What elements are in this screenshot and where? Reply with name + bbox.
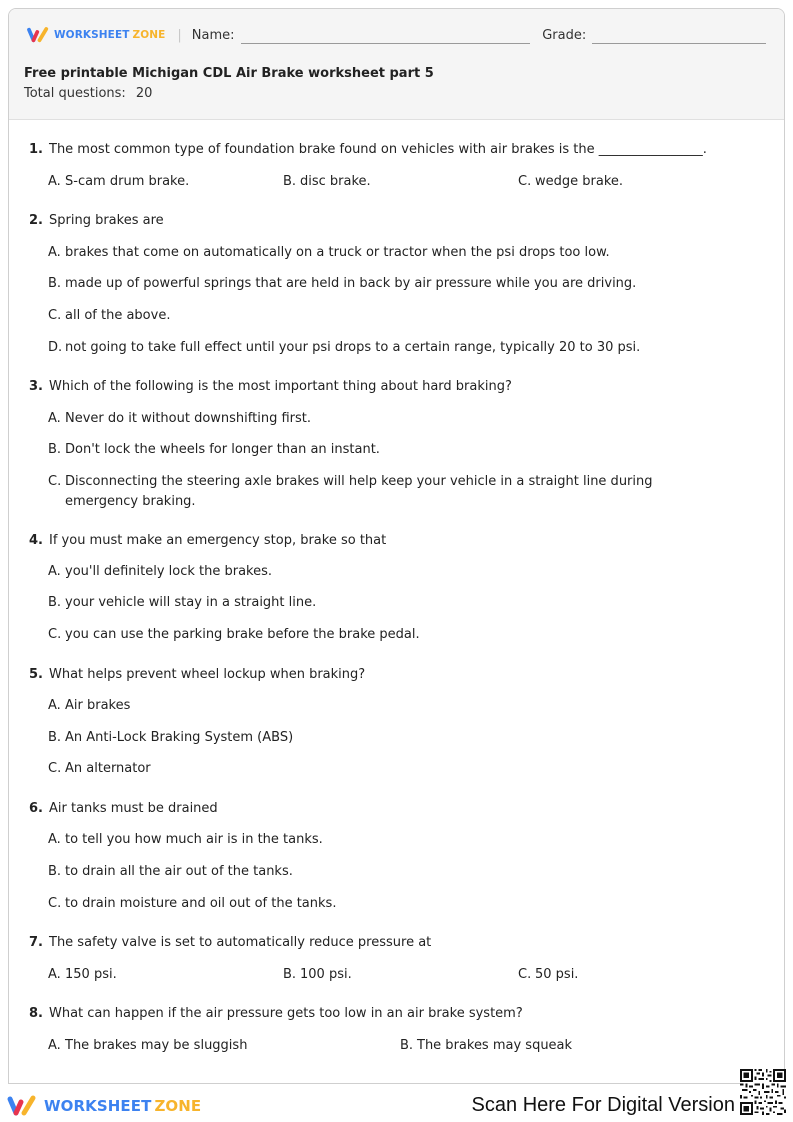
question-stem — [29, 140, 749, 160]
option-letter: A. — [48, 1038, 61, 1053]
question-stem — [29, 933, 749, 953]
qr-code-icon[interactable] — [740, 1069, 786, 1115]
question-6 — [29, 799, 749, 819]
option-text: you'll definitely lock the brakes. — [65, 564, 273, 579]
question-text: What helps prevent wheel lockup when braking? — [49, 667, 366, 682]
question-8 — [29, 1004, 749, 1024]
worksheet-zone-logo-icon — [26, 26, 50, 44]
question-number: 1. — [29, 142, 43, 157]
option-letter: A. — [48, 564, 61, 579]
question-stem — [29, 799, 749, 819]
option-letter: B. — [48, 730, 62, 745]
brand-word-zone: ZONE — [154, 1097, 202, 1115]
question-stem — [29, 1004, 749, 1024]
worksheet-title: Free printable Michigan CDL Air Brake worksheet part 5 — [24, 66, 434, 81]
scan-for-digital-text: Scan Here For Digital Version — [471, 1094, 735, 1116]
option-letter: B. — [48, 442, 62, 457]
option-letter: C. — [48, 474, 62, 489]
question-1 — [29, 140, 749, 160]
option-letter: C. — [48, 896, 62, 911]
option-text: to drain all the air out of the tanks. — [65, 864, 293, 879]
option-c[interactable] — [518, 965, 578, 985]
question-7 — [29, 933, 749, 953]
option-text: An alternator — [65, 761, 151, 776]
option-letter: A. — [48, 832, 61, 847]
option-letter: B. — [283, 174, 297, 189]
option-c[interactable] — [518, 172, 623, 192]
brand-logo — [26, 26, 165, 44]
option-c[interactable] — [48, 759, 748, 779]
option-a[interactable] — [48, 562, 748, 582]
option-a[interactable] — [48, 172, 189, 192]
option-c[interactable] — [48, 472, 718, 512]
question-number: 7. — [29, 935, 43, 950]
option-text: Disconnecting the steering axle brakes will help keep your vehicle in a straight line during emergency braking. — [65, 474, 653, 509]
option-text: The brakes may squeak — [417, 1038, 573, 1053]
brand-word-worksheet: WORKSHEET — [54, 29, 130, 41]
worksheet-header — [9, 9, 784, 120]
question-stem — [29, 531, 749, 551]
option-a[interactable] — [48, 409, 748, 429]
option-d[interactable] — [48, 338, 748, 358]
option-b[interactable] — [283, 965, 352, 985]
option-text: made up of powerful springs that are held in back by air pressure while you are driving. — [65, 276, 637, 291]
option-letter: C. — [48, 308, 62, 323]
option-text: Don't lock the wheels for longer than an instant. — [65, 442, 380, 457]
option-b[interactable] — [48, 440, 748, 460]
option-text: to drain moisture and oil out of the tanks. — [65, 896, 337, 911]
option-letter: C. — [518, 174, 532, 189]
option-c[interactable] — [48, 306, 748, 326]
question-stem — [29, 377, 749, 397]
footer-brand-name — [44, 1097, 201, 1115]
option-letter: B. — [48, 276, 62, 291]
worksheet-card — [8, 8, 785, 1084]
option-text: The brakes may be sluggish — [65, 1038, 248, 1053]
option-b[interactable] — [48, 862, 748, 882]
option-text: Air brakes — [65, 698, 131, 713]
option-letter: A. — [48, 174, 61, 189]
question-text: If you must make an emergency stop, brake so that — [49, 533, 387, 548]
question-3 — [29, 377, 749, 397]
option-a[interactable] — [48, 243, 748, 263]
option-letter: A. — [48, 698, 61, 713]
option-a[interactable] — [48, 696, 748, 716]
question-text: The safety valve is set to automatically reduce pressure at — [49, 935, 432, 950]
question-text: The most common type of foundation brake found on vehicles with air brakes is the ________________. — [49, 142, 707, 157]
question-text: What can happen if the air pressure gets too low in an air brake system? — [49, 1006, 523, 1021]
grade-label: Grade: — [542, 27, 587, 43]
option-a[interactable] — [48, 965, 117, 985]
option-b[interactable] — [48, 728, 748, 748]
question-text: Spring brakes are — [49, 213, 164, 228]
footer-brand-logo — [6, 1094, 201, 1118]
option-letter: C. — [518, 967, 532, 982]
question-number: 8. — [29, 1006, 43, 1021]
header-divider: | — [177, 27, 182, 43]
option-text: brakes that come on automatically on a truck or tractor when the psi drops too low. — [65, 245, 610, 260]
option-letter: C. — [48, 761, 62, 776]
option-text: Never do it without downshifting first. — [65, 411, 311, 426]
question-number: 6. — [29, 801, 43, 816]
option-a[interactable] — [48, 830, 748, 850]
option-text: S-cam drum brake. — [65, 174, 190, 189]
option-b[interactable] — [48, 274, 748, 294]
total-questions-label: Total questions: — [24, 86, 126, 101]
option-letter: A. — [48, 967, 61, 982]
option-letter: C. — [48, 627, 62, 642]
option-text: your vehicle will stay in a straight line. — [65, 595, 317, 610]
option-text: 100 psi. — [300, 967, 352, 982]
question-number: 2. — [29, 213, 43, 228]
question-stem — [29, 665, 749, 685]
option-c[interactable] — [48, 894, 748, 914]
option-a[interactable] — [48, 1036, 247, 1056]
grade-input-line[interactable] — [592, 30, 766, 44]
option-text: wedge brake. — [535, 174, 624, 189]
worksheet-zone-logo-icon — [6, 1094, 38, 1118]
option-c[interactable] — [48, 625, 748, 645]
name-label: Name: — [191, 27, 235, 43]
question-5 — [29, 665, 749, 685]
option-b[interactable] — [283, 172, 371, 192]
option-letter: A. — [48, 245, 61, 260]
question-2 — [29, 211, 749, 231]
option-b[interactable] — [48, 593, 748, 613]
option-b[interactable] — [400, 1036, 572, 1056]
header-top-row — [26, 25, 766, 45]
question-stem — [29, 211, 749, 231]
option-letter: B. — [283, 967, 297, 982]
option-text: An Anti-Lock Braking System (ABS) — [65, 730, 294, 745]
question-number: 4. — [29, 533, 43, 548]
name-input-line[interactable] — [241, 30, 531, 44]
question-number: 3. — [29, 379, 43, 394]
question-text: Air tanks must be drained — [49, 801, 218, 816]
question-number: 5. — [29, 667, 43, 682]
option-letter: D. — [48, 340, 63, 355]
option-letter: B. — [48, 864, 62, 879]
option-text: not going to take full effect until your psi drops to a certain range, typically 20 to 30 psi. — [65, 340, 641, 355]
total-questions-value: 20 — [135, 86, 153, 101]
option-letter: B. — [48, 595, 62, 610]
question-4 — [29, 531, 749, 551]
option-text: to tell you how much air is in the tanks. — [65, 832, 323, 847]
total-questions — [24, 86, 152, 101]
option-text: disc brake. — [300, 174, 371, 189]
brand-word-zone: ZONE — [132, 29, 166, 41]
brand-name — [54, 29, 165, 41]
option-text: all of the above. — [65, 308, 171, 323]
option-letter: B. — [400, 1038, 414, 1053]
question-text: Which of the following is the most important thing about hard braking? — [49, 379, 512, 394]
option-letter: A. — [48, 411, 61, 426]
option-text: you can use the parking brake before the brake pedal. — [65, 627, 420, 642]
option-text: 150 psi. — [65, 967, 117, 982]
brand-word-worksheet: WORKSHEET — [44, 1097, 152, 1115]
option-text: 50 psi. — [535, 967, 579, 982]
